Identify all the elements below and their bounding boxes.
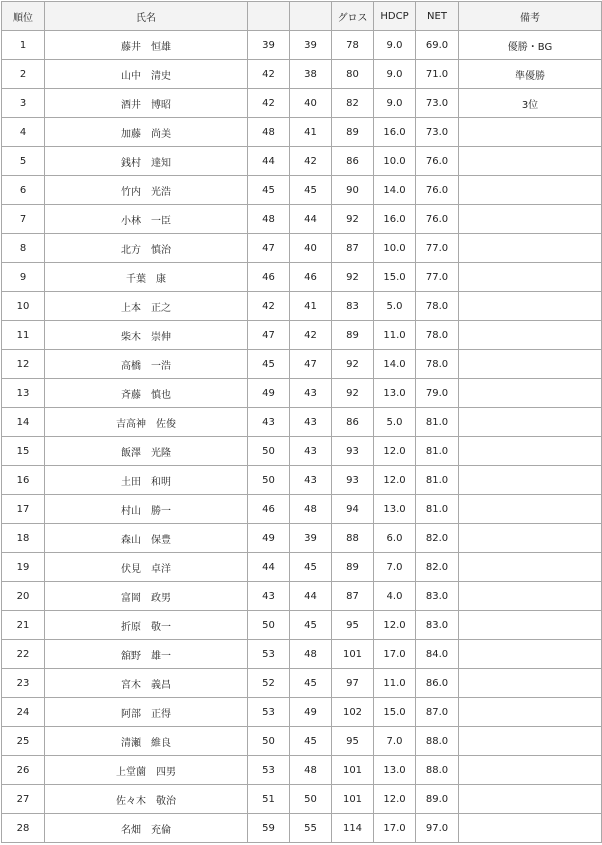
cell-hdcp: 12.0 <box>374 466 416 495</box>
cell-notes <box>459 379 602 408</box>
cell-in: 44 <box>290 582 332 611</box>
header-row <box>2 2 602 31</box>
cell-notes <box>459 582 602 611</box>
cell-out: 53 <box>248 640 290 669</box>
header-net: NET <box>416 2 459 31</box>
cell-net: 73.0 <box>416 118 459 147</box>
cell-rank: 12 <box>2 350 45 379</box>
cell-name: 上本 正之 <box>45 292 248 321</box>
cell-gross: 92 <box>332 205 374 234</box>
cell-hdcp: 7.0 <box>374 553 416 582</box>
cell-net: 84.0 <box>416 640 459 669</box>
cell-out: 42 <box>248 89 290 118</box>
cell-net: 76.0 <box>416 205 459 234</box>
cell-net: 87.0 <box>416 698 459 727</box>
cell-notes <box>459 640 602 669</box>
cell-in: 46 <box>290 263 332 292</box>
table-row <box>2 147 602 176</box>
cell-out: 45 <box>248 176 290 205</box>
cell-out: 49 <box>248 524 290 553</box>
cell-notes <box>459 727 602 756</box>
cell-net: 78.0 <box>416 350 459 379</box>
cell-gross: 94 <box>332 495 374 524</box>
cell-gross: 78 <box>332 31 374 60</box>
cell-name: 柴木 崇伸 <box>45 321 248 350</box>
cell-out: 50 <box>248 611 290 640</box>
cell-gross: 89 <box>332 553 374 582</box>
cell-gross: 88 <box>332 524 374 553</box>
cell-hdcp: 16.0 <box>374 205 416 234</box>
cell-notes <box>459 147 602 176</box>
cell-notes <box>459 292 602 321</box>
header-notes: 備考 <box>459 2 602 31</box>
table-row <box>2 785 602 814</box>
cell-notes: 優勝・BG <box>459 31 602 60</box>
cell-gross: 101 <box>332 756 374 785</box>
table-row <box>2 263 602 292</box>
cell-out: 46 <box>248 263 290 292</box>
cell-name: 藤井 恒雄 <box>45 31 248 60</box>
cell-rank: 13 <box>2 379 45 408</box>
cell-net: 88.0 <box>416 756 459 785</box>
cell-gross: 86 <box>332 147 374 176</box>
table-row <box>2 60 602 89</box>
cell-in: 39 <box>290 524 332 553</box>
cell-out: 59 <box>248 814 290 843</box>
cell-out: 52 <box>248 669 290 698</box>
cell-net: 79.0 <box>416 379 459 408</box>
cell-hdcp: 6.0 <box>374 524 416 553</box>
cell-gross: 95 <box>332 727 374 756</box>
table-row <box>2 727 602 756</box>
cell-name: 斉藤 慎也 <box>45 379 248 408</box>
cell-in: 48 <box>290 756 332 785</box>
cell-in: 42 <box>290 147 332 176</box>
header-gross: グロス <box>332 2 374 31</box>
cell-net: 82.0 <box>416 553 459 582</box>
cell-notes <box>459 669 602 698</box>
cell-name: 山中 清史 <box>45 60 248 89</box>
cell-hdcp: 12.0 <box>374 437 416 466</box>
cell-net: 76.0 <box>416 176 459 205</box>
cell-in: 40 <box>290 89 332 118</box>
table-row <box>2 176 602 205</box>
cell-hdcp: 7.0 <box>374 727 416 756</box>
cell-in: 38 <box>290 60 332 89</box>
cell-hdcp: 15.0 <box>374 263 416 292</box>
cell-net: 83.0 <box>416 582 459 611</box>
header-hdcp: HDCP <box>374 2 416 31</box>
cell-notes <box>459 553 602 582</box>
cell-name: 千葉 康 <box>45 263 248 292</box>
cell-notes <box>459 118 602 147</box>
table-row <box>2 640 602 669</box>
cell-net: 81.0 <box>416 495 459 524</box>
cell-in: 43 <box>290 379 332 408</box>
cell-notes <box>459 756 602 785</box>
cell-in: 45 <box>290 669 332 698</box>
cell-rank: 8 <box>2 234 45 263</box>
table-row <box>2 321 602 350</box>
cell-out: 45 <box>248 350 290 379</box>
cell-out: 53 <box>248 756 290 785</box>
cell-net: 83.0 <box>416 611 459 640</box>
cell-name: 森山 保豊 <box>45 524 248 553</box>
table-row <box>2 205 602 234</box>
cell-hdcp: 13.0 <box>374 379 416 408</box>
table-row <box>2 495 602 524</box>
cell-gross: 101 <box>332 640 374 669</box>
cell-notes <box>459 495 602 524</box>
cell-name: 竹内 光浩 <box>45 176 248 205</box>
cell-in: 45 <box>290 176 332 205</box>
cell-rank: 27 <box>2 785 45 814</box>
cell-net: 77.0 <box>416 234 459 263</box>
cell-in: 39 <box>290 31 332 60</box>
cell-net: 77.0 <box>416 263 459 292</box>
cell-notes <box>459 321 602 350</box>
cell-hdcp: 12.0 <box>374 785 416 814</box>
table-row <box>2 582 602 611</box>
cell-hdcp: 17.0 <box>374 640 416 669</box>
cell-notes <box>459 234 602 263</box>
cell-name: 小林 一臣 <box>45 205 248 234</box>
table-row <box>2 698 602 727</box>
cell-out: 43 <box>248 582 290 611</box>
cell-net: 78.0 <box>416 321 459 350</box>
cell-net: 76.0 <box>416 147 459 176</box>
cell-gross: 92 <box>332 379 374 408</box>
table-body <box>2 31 602 843</box>
table-row <box>2 437 602 466</box>
cell-hdcp: 13.0 <box>374 756 416 785</box>
cell-out: 48 <box>248 118 290 147</box>
cell-name: 酒井 博昭 <box>45 89 248 118</box>
cell-rank: 5 <box>2 147 45 176</box>
cell-in: 41 <box>290 292 332 321</box>
cell-name: 村山 勝一 <box>45 495 248 524</box>
results-table <box>1 1 602 843</box>
cell-out: 53 <box>248 698 290 727</box>
cell-gross: 89 <box>332 321 374 350</box>
cell-out: 46 <box>248 495 290 524</box>
cell-name: 上堂薗 四男 <box>45 756 248 785</box>
cell-name: 高橋 一浩 <box>45 350 248 379</box>
cell-net: 82.0 <box>416 524 459 553</box>
cell-rank: 20 <box>2 582 45 611</box>
cell-hdcp: 11.0 <box>374 669 416 698</box>
cell-name: 北方 慎治 <box>45 234 248 263</box>
cell-notes <box>459 611 602 640</box>
cell-out: 43 <box>248 408 290 437</box>
cell-gross: 97 <box>332 669 374 698</box>
cell-rank: 22 <box>2 640 45 669</box>
cell-notes <box>459 263 602 292</box>
cell-gross: 92 <box>332 263 374 292</box>
cell-gross: 95 <box>332 611 374 640</box>
cell-out: 50 <box>248 437 290 466</box>
cell-rank: 4 <box>2 118 45 147</box>
cell-gross: 87 <box>332 234 374 263</box>
cell-notes: 準優勝 <box>459 60 602 89</box>
cell-out: 50 <box>248 466 290 495</box>
cell-notes <box>459 814 602 843</box>
cell-rank: 15 <box>2 437 45 466</box>
cell-out: 39 <box>248 31 290 60</box>
cell-name: 伏見 卓洋 <box>45 553 248 582</box>
cell-notes <box>459 437 602 466</box>
cell-rank: 19 <box>2 553 45 582</box>
cell-hdcp: 14.0 <box>374 176 416 205</box>
cell-name: 富岡 政男 <box>45 582 248 611</box>
cell-in: 43 <box>290 437 332 466</box>
cell-out: 49 <box>248 379 290 408</box>
cell-in: 41 <box>290 118 332 147</box>
table-row <box>2 89 602 118</box>
cell-gross: 86 <box>332 408 374 437</box>
table-row <box>2 118 602 147</box>
cell-gross: 80 <box>332 60 374 89</box>
cell-name: 銭村 達知 <box>45 147 248 176</box>
cell-out: 50 <box>248 727 290 756</box>
cell-net: 73.0 <box>416 89 459 118</box>
cell-out: 42 <box>248 60 290 89</box>
cell-name: 土田 和明 <box>45 466 248 495</box>
cell-name: 加藤 尚美 <box>45 118 248 147</box>
cell-net: 69.0 <box>416 31 459 60</box>
cell-rank: 24 <box>2 698 45 727</box>
cell-name: 飯澤 光隆 <box>45 437 248 466</box>
table-header <box>2 2 602 31</box>
table-row <box>2 350 602 379</box>
cell-out: 44 <box>248 553 290 582</box>
header-name: 氏名 <box>45 2 248 31</box>
cell-gross: 89 <box>332 118 374 147</box>
header-out <box>248 2 290 31</box>
cell-in: 45 <box>290 727 332 756</box>
cell-name: 佐々木 敬治 <box>45 785 248 814</box>
cell-hdcp: 12.0 <box>374 611 416 640</box>
cell-notes <box>459 408 602 437</box>
cell-gross: 114 <box>332 814 374 843</box>
cell-rank: 26 <box>2 756 45 785</box>
cell-name: 清瀬 維良 <box>45 727 248 756</box>
cell-in: 45 <box>290 553 332 582</box>
cell-net: 97.0 <box>416 814 459 843</box>
table-row <box>2 379 602 408</box>
cell-name: 阿部 正得 <box>45 698 248 727</box>
cell-notes <box>459 698 602 727</box>
cell-hdcp: 9.0 <box>374 89 416 118</box>
cell-notes <box>459 176 602 205</box>
table-row <box>2 611 602 640</box>
cell-in: 43 <box>290 466 332 495</box>
cell-gross: 102 <box>332 698 374 727</box>
cell-hdcp: 17.0 <box>374 814 416 843</box>
cell-in: 43 <box>290 408 332 437</box>
cell-gross: 87 <box>332 582 374 611</box>
cell-out: 47 <box>248 321 290 350</box>
cell-name: 名畑 充倫 <box>45 814 248 843</box>
table-row <box>2 292 602 321</box>
cell-name: 舘野 雄一 <box>45 640 248 669</box>
table-row <box>2 408 602 437</box>
table-row <box>2 234 602 263</box>
table-row <box>2 553 602 582</box>
cell-net: 88.0 <box>416 727 459 756</box>
cell-rank: 16 <box>2 466 45 495</box>
cell-gross: 83 <box>332 292 374 321</box>
cell-notes <box>459 785 602 814</box>
cell-name: 折原 敬一 <box>45 611 248 640</box>
header-rank: 順位 <box>2 2 45 31</box>
cell-rank: 6 <box>2 176 45 205</box>
cell-hdcp: 11.0 <box>374 321 416 350</box>
cell-in: 45 <box>290 611 332 640</box>
cell-hdcp: 10.0 <box>374 234 416 263</box>
cell-net: 81.0 <box>416 466 459 495</box>
cell-rank: 3 <box>2 89 45 118</box>
cell-rank: 2 <box>2 60 45 89</box>
cell-name: 宮木 義昌 <box>45 669 248 698</box>
cell-rank: 7 <box>2 205 45 234</box>
cell-in: 47 <box>290 350 332 379</box>
cell-rank: 21 <box>2 611 45 640</box>
cell-in: 44 <box>290 205 332 234</box>
cell-notes <box>459 205 602 234</box>
cell-hdcp: 10.0 <box>374 147 416 176</box>
cell-hdcp: 9.0 <box>374 31 416 60</box>
cell-notes: 3位 <box>459 89 602 118</box>
cell-notes <box>459 466 602 495</box>
cell-rank: 9 <box>2 263 45 292</box>
table-row <box>2 814 602 843</box>
cell-out: 47 <box>248 234 290 263</box>
cell-rank: 17 <box>2 495 45 524</box>
cell-hdcp: 9.0 <box>374 60 416 89</box>
cell-out: 44 <box>248 147 290 176</box>
cell-hdcp: 15.0 <box>374 698 416 727</box>
cell-rank: 23 <box>2 669 45 698</box>
header-in <box>290 2 332 31</box>
cell-gross: 93 <box>332 466 374 495</box>
cell-notes <box>459 524 602 553</box>
cell-rank: 28 <box>2 814 45 843</box>
cell-hdcp: 4.0 <box>374 582 416 611</box>
cell-hdcp: 5.0 <box>374 292 416 321</box>
table-row <box>2 756 602 785</box>
cell-net: 78.0 <box>416 292 459 321</box>
cell-notes <box>459 350 602 379</box>
cell-net: 89.0 <box>416 785 459 814</box>
cell-in: 50 <box>290 785 332 814</box>
cell-net: 86.0 <box>416 669 459 698</box>
cell-rank: 25 <box>2 727 45 756</box>
cell-in: 42 <box>290 321 332 350</box>
cell-gross: 92 <box>332 350 374 379</box>
cell-net: 81.0 <box>416 408 459 437</box>
cell-net: 71.0 <box>416 60 459 89</box>
cell-net: 81.0 <box>416 437 459 466</box>
table-row <box>2 466 602 495</box>
cell-rank: 14 <box>2 408 45 437</box>
cell-out: 48 <box>248 205 290 234</box>
cell-hdcp: 5.0 <box>374 408 416 437</box>
cell-in: 40 <box>290 234 332 263</box>
cell-in: 55 <box>290 814 332 843</box>
cell-name: 吉高神 佐俊 <box>45 408 248 437</box>
cell-gross: 90 <box>332 176 374 205</box>
cell-hdcp: 13.0 <box>374 495 416 524</box>
cell-in: 48 <box>290 495 332 524</box>
cell-rank: 1 <box>2 31 45 60</box>
cell-hdcp: 16.0 <box>374 118 416 147</box>
cell-in: 48 <box>290 640 332 669</box>
table-row <box>2 524 602 553</box>
cell-rank: 18 <box>2 524 45 553</box>
cell-out: 51 <box>248 785 290 814</box>
cell-gross: 82 <box>332 89 374 118</box>
cell-rank: 10 <box>2 292 45 321</box>
table-row <box>2 31 602 60</box>
cell-gross: 101 <box>332 785 374 814</box>
cell-out: 42 <box>248 292 290 321</box>
table-row <box>2 669 602 698</box>
cell-hdcp: 14.0 <box>374 350 416 379</box>
cell-in: 49 <box>290 698 332 727</box>
cell-rank: 11 <box>2 321 45 350</box>
cell-gross: 93 <box>332 437 374 466</box>
